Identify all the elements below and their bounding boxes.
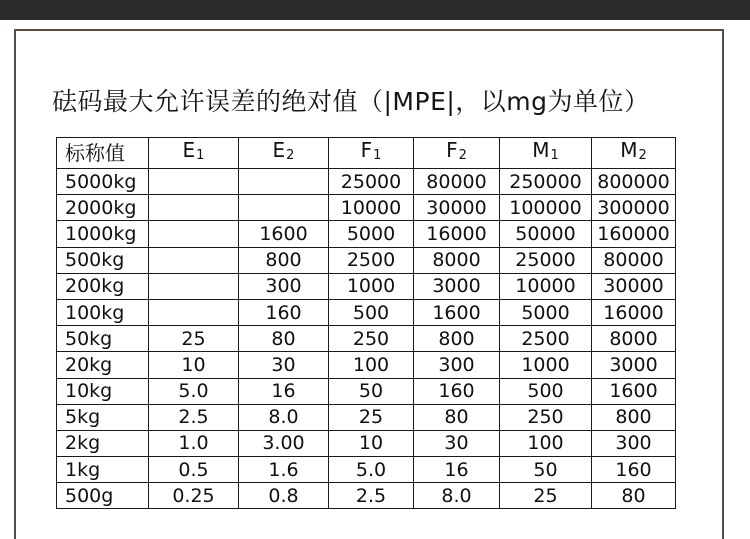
header-class-m1 [500,138,592,169]
header-label: M [620,138,638,162]
mpe-value-cell: 80 [414,404,500,430]
mpe-value-cell: 5000 [500,299,592,325]
mpe-value-cell: 30 [414,430,500,456]
nominal-value-cell: 200kg [57,273,149,299]
table-row [57,247,676,273]
mpe-value-cell: 25 [500,483,592,509]
mpe-value-cell: 16 [414,457,500,483]
mpe-value-cell: 25 [329,404,414,430]
mpe-value-cell: 0.25 [149,483,239,509]
table-row [57,404,676,430]
mpe-value-cell: 250 [329,326,414,352]
mpe-value-cell: 100 [329,352,414,378]
mpe-value-cell [239,169,329,195]
mpe-value-cell: 5000 [329,221,414,247]
mpe-value-cell: 300 [414,352,500,378]
header-class-f2 [414,138,500,169]
mpe-value-cell: 50000 [500,221,592,247]
mpe-value-cell: 80000 [592,247,676,273]
table-row [57,352,676,378]
table-row [57,195,676,221]
header-label: F [446,138,458,162]
header-label: E [272,138,286,162]
table-row [57,457,676,483]
table-row [57,483,676,509]
nominal-value-cell: 2kg [57,430,149,456]
mpe-value-cell: 50 [329,378,414,404]
header-subscript: 2 [458,148,467,163]
mpe-value-cell: 5.0 [329,457,414,483]
mpe-value-cell: 16000 [414,221,500,247]
mpe-value-cell: 0.8 [239,483,329,509]
mpe-value-cell: 2.5 [329,483,414,509]
mpe-value-cell: 10000 [500,273,592,299]
header-label: 标称值 [65,141,125,165]
table-row [57,273,676,299]
mpe-value-cell: 8000 [592,326,676,352]
table-row [57,378,676,404]
mpe-value-cell: 1600 [239,221,329,247]
mpe-value-cell: 2500 [329,247,414,273]
mpe-value-cell: 3000 [592,352,676,378]
mpe-value-cell: 3000 [414,273,500,299]
table-row [57,326,676,352]
top-dark-bar [0,0,750,20]
table-row [57,221,676,247]
mpe-value-cell: 500 [500,378,592,404]
mpe-value-cell: 5.0 [149,378,239,404]
mpe-value-cell: 25000 [329,169,414,195]
header-subscript: 1 [196,148,205,163]
mpe-value-cell: 1600 [592,378,676,404]
header-class-e2 [239,138,329,169]
mpe-value-cell [149,221,239,247]
nominal-value-cell: 50kg [57,326,149,352]
mpe-value-cell: 2500 [500,326,592,352]
mpe-value-cell: 1000 [329,273,414,299]
header-row [57,138,676,169]
mpe-value-cell: 30000 [592,273,676,299]
mpe-value-cell: 8.0 [239,404,329,430]
mpe-value-cell [149,195,239,221]
mpe-value-cell: 300000 [592,195,676,221]
mpe-value-cell [239,195,329,221]
mpe-value-cell: 0.5 [149,457,239,483]
mpe-value-cell: 300 [239,273,329,299]
mpe-value-cell: 50 [500,457,592,483]
table-header [57,138,676,169]
header-subscript: 1 [373,148,382,163]
mpe-value-cell [149,299,239,325]
table-row [57,169,676,195]
header-nominal-value [57,138,149,169]
header-subscript: 2 [286,148,295,163]
mpe-value-cell: 3.00 [239,430,329,456]
table-title: 砝码最大允许误差的绝对值（|MPE|，以mg为单位） [52,87,650,116]
mpe-value-cell: 800 [592,404,676,430]
mpe-value-cell [149,247,239,273]
nominal-value-cell: 5000kg [57,169,149,195]
mpe-value-cell [149,169,239,195]
nominal-value-cell: 500kg [57,247,149,273]
mpe-value-cell: 100000 [500,195,592,221]
mpe-value-cell: 800 [414,326,500,352]
mpe-value-cell: 80000 [414,169,500,195]
header-class-e1 [149,138,239,169]
nominal-value-cell: 500g [57,483,149,509]
nominal-value-cell: 2000kg [57,195,149,221]
nominal-value-cell: 1kg [57,457,149,483]
table-body [57,169,676,509]
header-label: M [532,138,550,162]
header-subscript: 2 [638,148,647,163]
mpe-value-cell: 160 [414,378,500,404]
mpe-value-cell: 250 [500,404,592,430]
mpe-value-cell: 8000 [414,247,500,273]
mpe-value-cell: 30 [239,352,329,378]
mpe-value-cell: 25000 [500,247,592,273]
mpe-value-cell: 800000 [592,169,676,195]
header-subscript: 1 [550,148,559,163]
mpe-value-cell: 160 [592,457,676,483]
mpe-value-cell: 10000 [329,195,414,221]
mpe-value-cell: 16 [239,378,329,404]
nominal-value-cell: 5kg [57,404,149,430]
mpe-value-cell: 800 [239,247,329,273]
mpe-value-cell: 1600 [414,299,500,325]
mpe-value-cell: 25 [149,326,239,352]
mpe-value-cell: 300 [592,430,676,456]
header-label: E [182,138,196,162]
mpe-value-cell: 80 [239,326,329,352]
mpe-value-cell: 500 [329,299,414,325]
mpe-value-cell: 250000 [500,169,592,195]
mpe-value-cell: 10 [149,352,239,378]
table-row [57,299,676,325]
mpe-value-cell: 160000 [592,221,676,247]
mpe-value-cell: 2.5 [149,404,239,430]
mpe-value-cell: 160 [239,299,329,325]
mpe-value-cell: 1000 [500,352,592,378]
mpe-value-cell: 16000 [592,299,676,325]
mpe-value-cell: 80 [592,483,676,509]
mpe-value-cell: 1.6 [239,457,329,483]
nominal-value-cell: 20kg [57,352,149,378]
header-class-f1 [329,138,414,169]
table-row [57,430,676,456]
mpe-value-cell: 10 [329,430,414,456]
header-label: F [360,138,373,162]
mpe-value-cell: 100 [500,430,592,456]
nominal-value-cell: 10kg [57,378,149,404]
mpe-value-cell: 1.0 [149,430,239,456]
header-class-m2 [592,138,676,169]
mpe-value-cell [149,273,239,299]
mpe-value-cell: 30000 [414,195,500,221]
nominal-value-cell: 100kg [57,299,149,325]
nominal-value-cell: 1000kg [57,221,149,247]
mpe-value-cell: 8.0 [414,483,500,509]
mpe-table [56,137,676,509]
